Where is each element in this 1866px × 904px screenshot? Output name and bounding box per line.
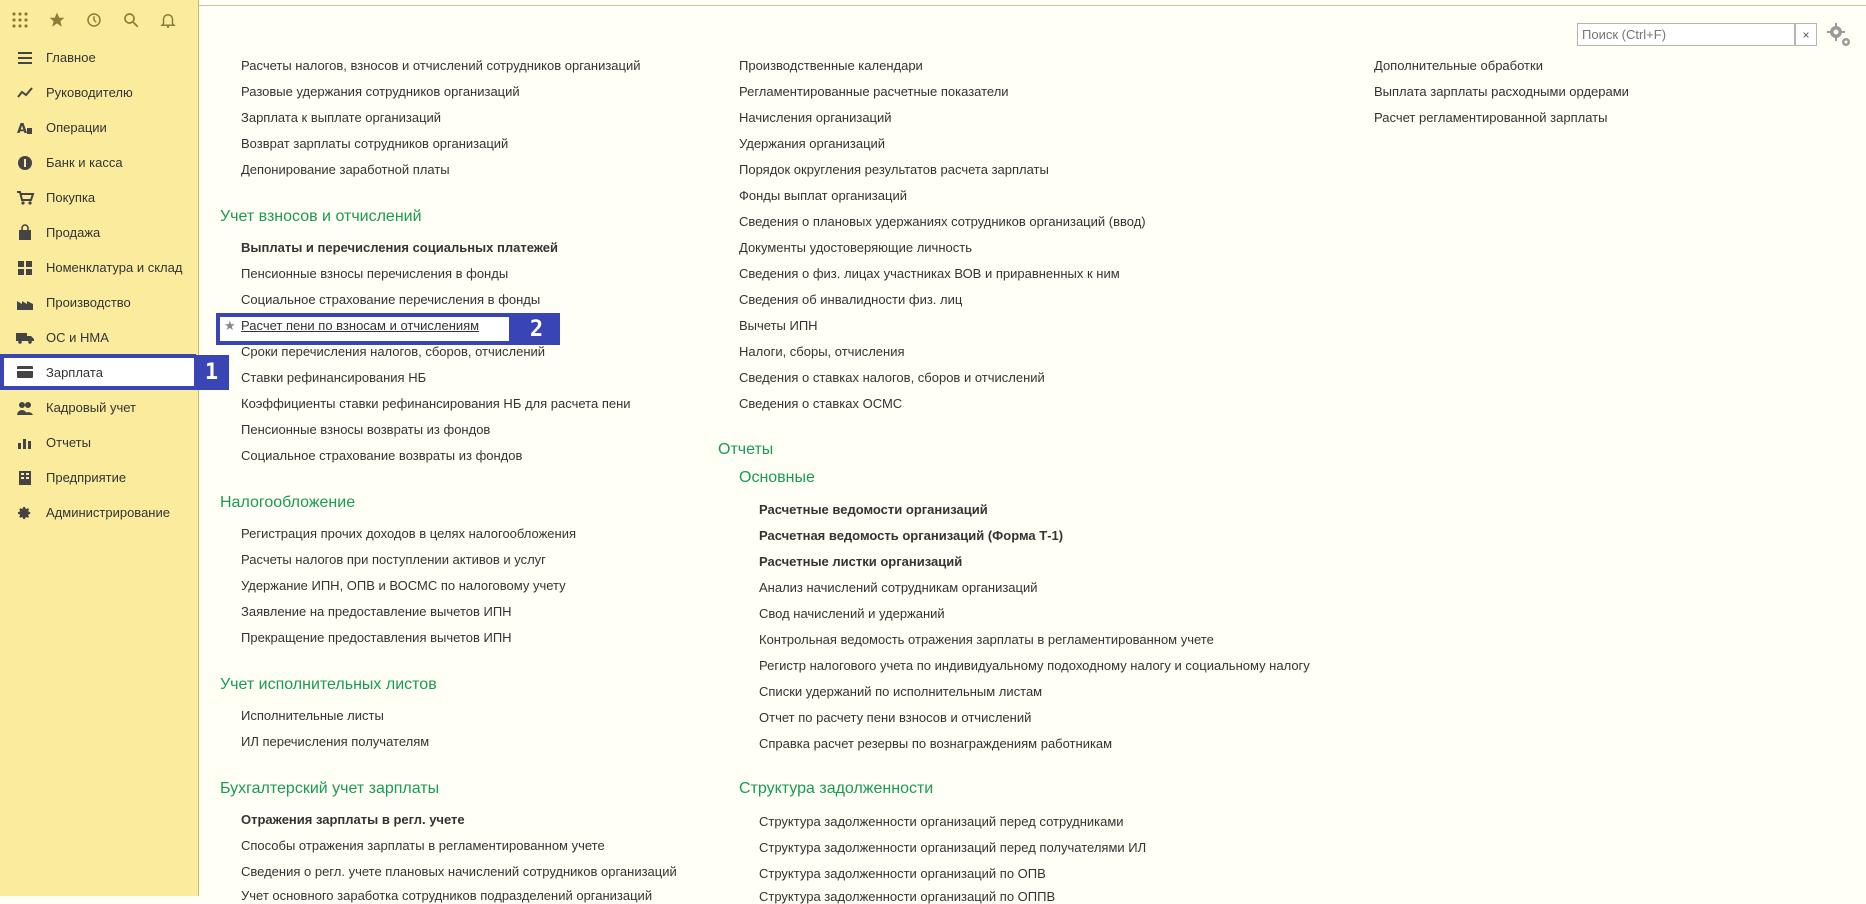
apps-grid-icon[interactable] [10,10,30,30]
sidebar-item-label: Покупка [46,190,96,205]
history-icon[interactable] [84,10,104,30]
section-ispolnitelnye-listy: Учет исполнительных листов [220,676,437,693]
sidebar-item-label: Производство [46,295,131,310]
link-kontrolnaya-vedomost[interactable]: Контрольная ведомость отражения зарплаты в регламентированном учете [759,632,1214,647]
link-dokumenty-lichnosti[interactable]: Документы удостоверяющие личность [739,240,972,255]
sidebar-item-label: ОС и НМА [46,330,109,345]
link-uderzhanie-ipn[interactable]: Удержание ИПН, ОПВ и ВОСМС по налоговому учету [241,578,566,593]
building-icon [16,469,34,487]
link-ispolnitelnye-listy[interactable]: Исполнительные листы [241,708,384,723]
link-registr-nalogovogo-ucheta[interactable]: Регистр налогового учета по индивидуальному подоходному налогу и социальному налогу [759,658,1310,673]
link-koefficienty-stavki[interactable]: Коэффициенты ставки рефинансирования НБ для расчета пени [241,396,631,411]
sidebar [0,0,199,896]
trend-chart-icon [16,84,34,102]
link-socstrah-vozvraty[interactable]: Социальное страхование возвраты из фондов [241,448,523,463]
link-stavki-nalogov[interactable]: Сведения о ставках налогов, сборов и отчислений [739,370,1045,385]
link-raschety-nalogov-aktivov[interactable]: Расчеты налогов при поступлении активов и услуг [241,552,546,567]
link-raschetnye-vedomosti[interactable]: Расчетные ведомости организаций [759,502,988,517]
sidebar-item-bank[interactable] [0,145,199,180]
link-stavki-osms[interactable]: Сведения о ставках ОСМС [739,396,903,411]
sidebar-item-rukovoditelyu[interactable] [0,75,199,110]
sidebar-item-operatsii[interactable] [0,110,199,145]
bag-icon [16,224,34,242]
link-svedeniya-regl-ucheta[interactable]: Сведения о регл. учете плановых начислений сотрудников организаций [241,864,677,879]
link-uderzhaniya[interactable]: Удержания организаций [739,136,886,151]
sidebar-toolbar [0,0,198,39]
link-otrazheniya-zarplaty[interactable]: Отражения зарплаты в регл. учете [241,812,465,827]
sidebar-item-glavnoe[interactable] [0,40,199,75]
link-proizv-kalendari[interactable]: Производственные календари [739,58,923,73]
section-nalogooblozhenie: Налогообложение [220,494,356,511]
link-spiski-uderzhanii[interactable]: Списки удержаний по исполнительным листам [759,684,1043,699]
link-spravka-rezervy[interactable]: Справка расчет резервы по вознаграждениям работникам [759,736,1113,751]
sidebar-item-predpriyatie[interactable] [0,460,199,495]
step-badge-2: 2 [513,313,560,345]
sidebar-item-label: Отчеты [46,435,91,450]
link-raschety-nalogov[interactable]: Расчеты налогов, взносов и отчислений сотрудников организаций [241,58,641,73]
link-struktura-poluchateli-il[interactable]: Структура задолженности организаций перед получателями ИЛ [759,840,1147,855]
operations-icon [16,119,34,137]
sidebar-item-prodazha[interactable] [0,215,199,250]
link-uchastniki-vov[interactable]: Сведения о физ. лицах участниках ВОВ и приравненных к ним [739,266,1120,281]
link-svod-nachislenii[interactable]: Свод начислений и удержаний [759,606,945,621]
sidebar-item-label: Зарплата [46,364,103,380]
link-vozvrat-zarplaty[interactable]: Возврат зарплаты сотрудников организаций [241,136,509,151]
link-raschetnye-listki[interactable]: Расчетные листки организаций [759,554,963,569]
link-svedeniya-planovyh[interactable]: Сведения о плановых удержаниях сотрудников организаций (ввод) [739,214,1146,229]
link-sroki-perechisleniya[interactable]: Сроки перечисления налогов, сборов, отчислений [241,344,546,359]
bell-icon[interactable] [158,10,178,30]
step-badge-1: 1 [194,355,229,390]
link-zarplata-k-vyplate[interactable]: Зарплата к выплате организаций [241,110,442,125]
cart-icon [16,189,34,207]
section-buh-uchet: Бухгалтерский учет зарплаты [220,780,440,797]
search-input[interactable] [1577,23,1795,46]
sidebar-item-proizvodstvo[interactable] [0,285,199,320]
sidebar-item-label: Кадровый учет [46,400,136,415]
svg-text:A: A [17,121,28,137]
link-otchet-peni[interactable]: Отчет по расчету пени взносов и отчислений [759,710,1032,725]
link-analiz-nachislenii[interactable]: Анализ начислений сотрудникам организаций [759,580,1038,595]
link-registraciya-dohodov[interactable]: Регистрация прочих доходов в целях налогообложения [241,526,576,541]
link-pensionnye-perechisleniya[interactable]: Пенсионные взносы перечисления в фонды [241,266,509,281]
sidebar-item-label: Предприятие [46,470,127,485]
sidebar-item-pokupka[interactable] [0,180,199,215]
link-vyplaty-socplatezhei[interactable]: Выплаты и перечисления социальных платежей [241,240,559,255]
gear-icon [16,504,34,522]
link-pensionnye-vozvraty[interactable]: Пенсионные взносы возвраты из фондов [241,422,491,437]
link-razovye-uderzhaniya[interactable]: Разовые удержания сотрудников организаций [241,84,520,99]
link-uchet-osnovnogo-zarabotka[interactable]: Учет основного заработка сотрудников подразделений организаций [241,888,653,903]
link-raschet-reglament-zarplaty[interactable]: Расчет регламентированной зарплаты [1374,110,1608,125]
sidebar-item-label: Операции [46,120,107,135]
top-divider [199,5,1866,6]
grid-icon [16,259,34,277]
sidebar-item-os-nma[interactable] [0,320,199,355]
sidebar-item-nomenklatura[interactable] [0,250,199,285]
wallet-icon [16,363,34,381]
link-stavki-refinansirovaniya[interactable]: Ставки рефинансирования НБ [241,370,427,385]
link-socstrah-perechisleniya[interactable]: Социальное страхование перечисления в фонды [241,292,541,307]
factory-icon [16,294,34,312]
link-invalidnost[interactable]: Сведения об инвалидности физ. лиц [739,292,963,307]
link-struktura-oppv[interactable]: Структура задолженности организаций по ОППВ [759,889,1056,904]
link-fondy-vyplat[interactable]: Фонды выплат организаций [739,188,907,203]
sidebar-item-kadrovyi-uchet[interactable] [0,390,199,425]
search-clear-button[interactable]: × [1795,23,1817,46]
favorite-star-icon[interactable]: ★ [224,318,236,333]
section-osnovnye: Основные [739,469,815,486]
link-raschetnaya-vedomost-t1[interactable]: Расчетная ведомость организаций (Форма Т-1) [759,528,1064,543]
sidebar-item-otchety[interactable] [0,425,199,460]
link-zayavlenie-vychetov[interactable]: Заявление на предоставление вычетов ИПН [241,604,512,619]
link-nalogi-sbory[interactable]: Налоги, сборы, отчисления [739,344,905,359]
link-sposoby-otrazheniya[interactable]: Способы отражения зарплаты в регламентированном учете [241,838,605,853]
sidebar-item-label: Банк и касса [46,155,123,170]
link-struktura-opv[interactable]: Структура задолженности организаций по ОПВ [759,866,1046,881]
link-reglament-pokazateli[interactable]: Регламентированные расчетные показатели [739,84,1009,99]
link-struktura-sotrudniki[interactable]: Структура задолженности организаций перед сотрудниками [759,814,1124,829]
section-struktura-zadolzhennosti: Структура задолженности [739,780,934,797]
section-uchet-vznosov: Учет взносов и отчислений [220,208,422,225]
link-nachisleniya[interactable]: Начисления организаций [739,110,892,125]
link-raschet-peni[interactable]: Расчет пени по взносам и отчислениям [241,318,480,333]
sidebar-item-label: Продажа [46,225,101,240]
link-poryadok-okrugleniya[interactable]: Порядок округления результатов расчета зарплаты [739,162,1049,177]
sidebar-item-label: Администрирование [46,505,170,520]
truck-icon [16,329,34,347]
bank-icon [16,154,34,172]
sidebar-item-zarplata[interactable] [0,354,196,390]
sidebar-item-label: Главное [46,50,96,65]
link-dop-obrabotki[interactable]: Дополнительные обработки [1374,58,1543,73]
link-deponirovanie[interactable]: Депонирование заработной платы [241,162,450,177]
sidebar-item-label: Номенклатура и склад [46,260,183,275]
sidebar-item-administrirovanie[interactable] [0,495,199,530]
search-icon[interactable] [121,10,141,30]
bar-chart-icon [16,434,34,452]
sidebar-item-label: Руководителю [46,85,133,100]
link-prekrashchenie-vychetov[interactable]: Прекращение предоставления вычетов ИПН [241,630,512,645]
link-vychety-ipn[interactable]: Вычеты ИПН [739,318,818,333]
star-icon[interactable] [47,10,67,30]
people-icon [16,399,34,417]
menu-lines-icon [16,49,34,67]
link-il-perechisleniya[interactable]: ИЛ перечисления получателям [241,734,430,749]
section-otchety: Отчеты [718,441,774,458]
settings-gear-icon[interactable] [1826,22,1852,48]
link-vyplata-rashodnymi-orderami[interactable]: Выплата зарплаты расходными ордерами [1374,84,1629,99]
